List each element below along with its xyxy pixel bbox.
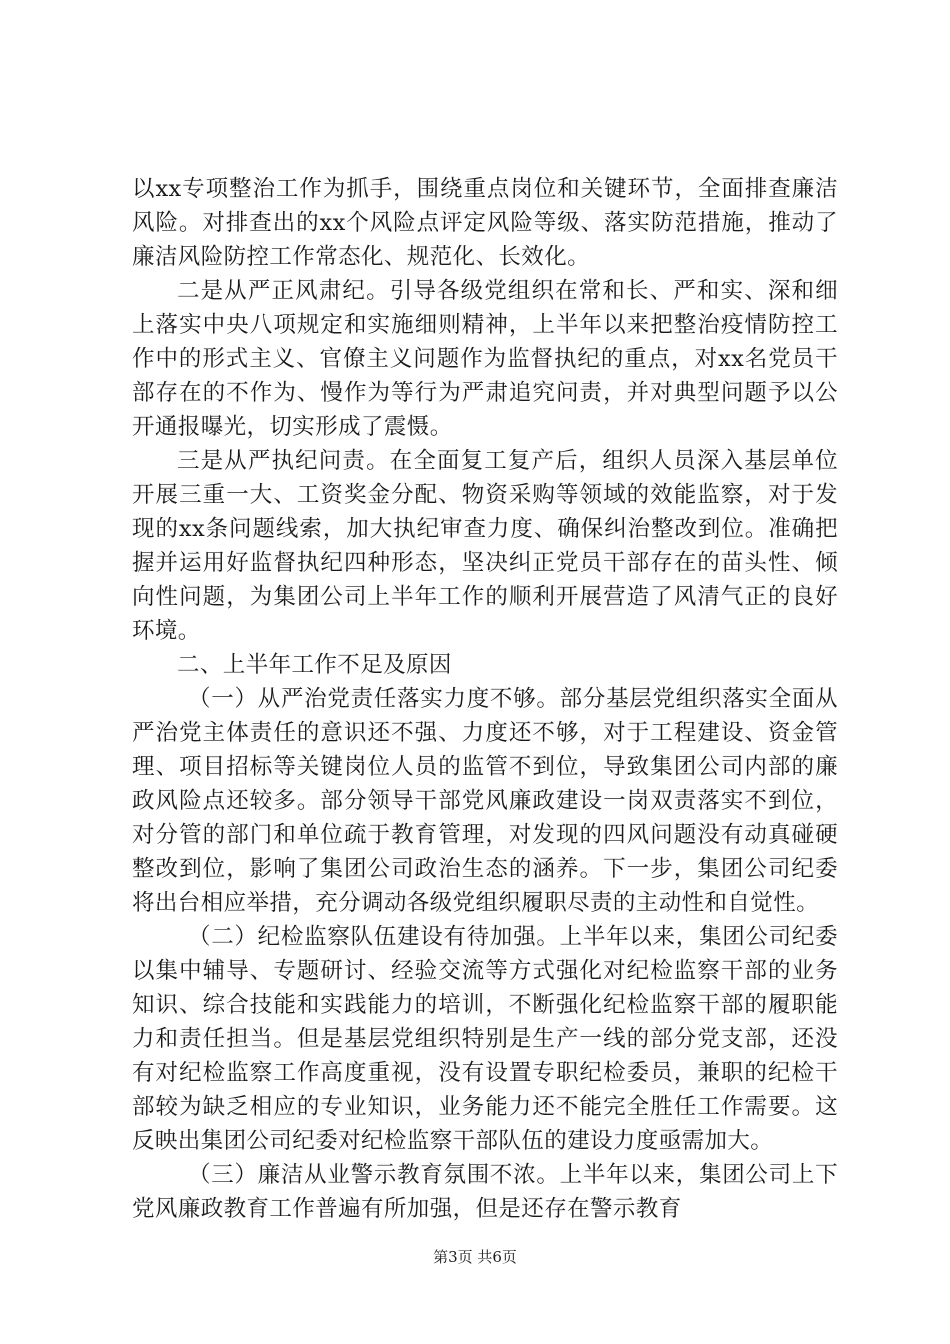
paragraph-discipline: 二是从严正风肃纪。引导各级党组织在常和长、严和实、深和细上落实中央八项规定和实施细则精神，上半年以来把整治疫情防控工作中的形式主义、官僚主义问题作为监督执纪的重点，对xx名党员干部存在的不作为、慢作为等行为严肃追究问责，并对典型问题予以公开通报曝光，切实形成了震慑。 xyxy=(132,278,838,440)
paragraph-accountability: 三是从严执纪问责。在全面复工复产后，组织人员深入基层单位开展三重一大、工资奖金分配、物资采购等领域的效能监察，对于发现的xx条问题线索，加大执纪审查力度、确保纠治整改到位。准确把握并运用好监督执纪四种形态，坚决纠正党员干部存在的苗头性、倾向性问题，为集团公司上半年工作的顺利开展营造了风清气正的良好环境。 xyxy=(132,448,838,644)
document-body xyxy=(132,172,838,1226)
paragraph-shortcoming-2: （二）纪检监察队伍建设有待加强。上半年以来，集团公司纪委以集中辅导、专题研讨、经验交流等方式强化对纪检监察干部的业务知识、综合技能和实践能力的培训，不断强化纪检监察干部的履职能力和责任担当。但是基层党组织特别是生产一线的部分党支部，还没有对纪检监察工作高度重视，没有设置专职纪检委员，兼职的纪检干部较为缺乏相应的专业知识，业务能力还不能完全胜任工作需要。这反映出集团公司纪委对纪检监察干部队伍的建设力度亟需加大。 xyxy=(132,924,838,1154)
page-footer: 第3页 共6页 xyxy=(433,1248,517,1266)
paragraph-shortcoming-3: （三）廉洁从业警示教育氛围不浓。上半年以来，集团公司上下党风廉政教育工作普遍有所加强，但是还存在警示教育 xyxy=(132,1162,838,1222)
paragraph-shortcoming-1: （一）从严治党责任落实力度不够。部分基层党组织落实全面从严治党主体责任的意识还不强、力度还不够，对于工程建设、资金管理、项目招标等关键岗位人员的监管不到位，导致集团公司内部的廉政风险点还较多。部分领导干部党风廉政建设一岗双责落实不到位，对分管的部门和单位疏于教育管理，对发现的四风问题没有动真碰硬整改到位，影响了集团公司政治生态的涵养。下一步，集团公司纪委将出台相应举措，充分调动各级党组织履职尽责的主动性和自觉性。 xyxy=(132,686,838,916)
section-heading-shortcomings: 二、上半年工作不足及原因 xyxy=(177,652,452,678)
paragraph-risk-control: 以xx专项整治工作为抓手，围绕重点岗位和关键环节，全面排查廉洁风险。对排查出的xx个风险点评定风险等级、落实防范措施，推动了廉洁风险防控工作常态化、规范化、长效化。 xyxy=(132,176,838,270)
